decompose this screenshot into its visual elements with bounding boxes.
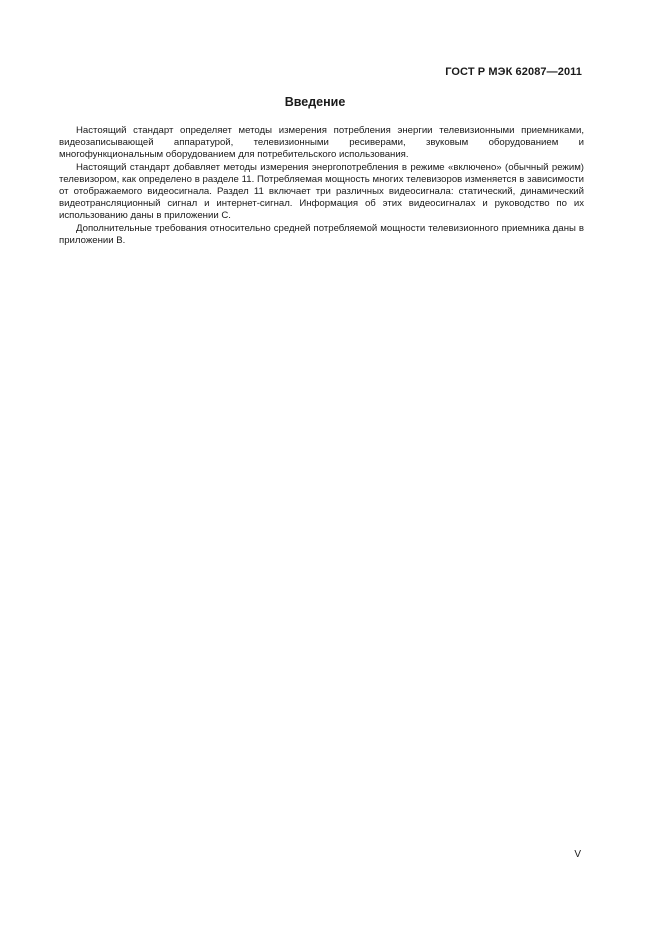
body-text [59,125,584,247]
paragraph-3: Дополнительные требования относительно средней потребляемой мощности телевизионного приемника даны в приложении В. [59,222,584,246]
standard-code-header: ГОСТ Р МЭК 62087—2011 [445,66,582,78]
paragraph-1: Настоящий стандарт определяет методы измерения потребления энергии телевизионными приемниками, видеозаписывающей аппаратурой, телевизионными ресиверами, звуковым оборудованием и многофункциональным оборудованием для потребительского использования. [59,125,584,161]
page-number: V [574,849,581,860]
paragraph-2: Настоящий стандарт добавляет методы измерения энергопотребления в режиме «включено» (обычный режим) телевизором, как определено в разделе 11. Потребляемая мощность многих телевизоров изменяется в зависимости от отображаемого видеосигнала. Раздел 11 включает три различных видеосигнала: статический, динамический видеотрансляционный сигнал и интернет-сигнал. Информация об этих видеосигналах и руководство по их использованию даны в приложении С. [59,161,584,222]
section-title: Введение [284,95,346,109]
